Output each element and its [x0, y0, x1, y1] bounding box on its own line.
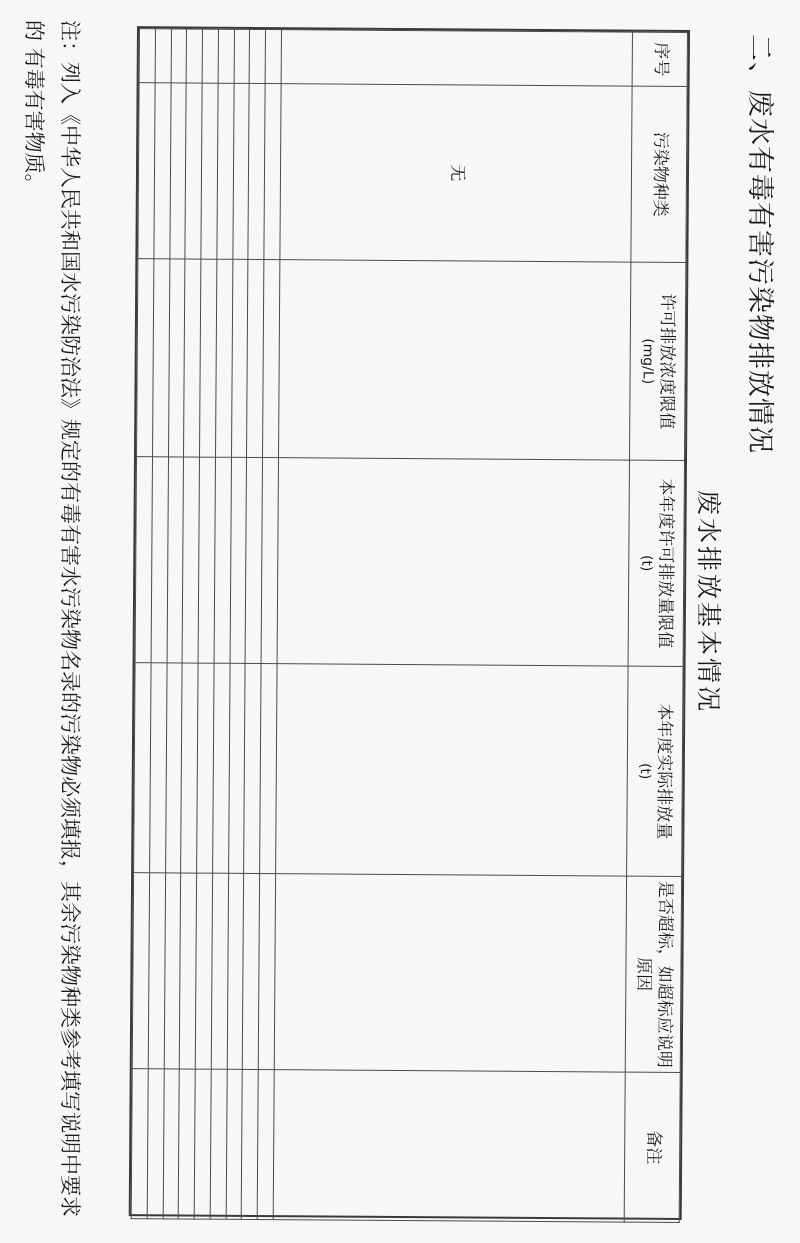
table-cell	[202, 29, 218, 83]
table-cell	[242, 1069, 259, 1219]
table-cell	[246, 457, 263, 663]
table-cell	[131, 1069, 148, 1219]
table-cell	[187, 29, 203, 83]
table-cell	[180, 873, 197, 1069]
table-cell	[134, 663, 151, 873]
table-cell	[181, 663, 198, 873]
table-cell	[138, 83, 155, 259]
table-cell	[215, 259, 232, 457]
header-exceed-reason: 是否超标，如超标应说明原因	[625, 876, 681, 1072]
table-cell	[152, 259, 169, 457]
table-cell	[281, 30, 632, 86]
table-row	[273, 30, 632, 1222]
table-cell	[227, 873, 244, 1069]
table-cell	[276, 664, 628, 876]
table-cell	[179, 1069, 196, 1219]
table-cell	[155, 29, 171, 83]
header-pollutant-type: 污染物种类	[631, 86, 687, 262]
table-cell	[194, 1069, 211, 1219]
wastewater-table	[129, 26, 690, 1220]
table-cell	[243, 873, 260, 1069]
table-cell	[135, 457, 152, 663]
table-cell	[147, 1069, 164, 1219]
table-cell	[265, 30, 281, 84]
table-cell	[231, 259, 248, 457]
header-actual-amount: 本年度实际排放量 (t)	[627, 666, 683, 876]
table-cell	[210, 1069, 227, 1219]
table-cell	[264, 84, 281, 260]
table-cell	[171, 29, 187, 83]
section-heading: 二、废水有毒有害污染物排放情况	[744, 34, 775, 454]
table-cell	[148, 873, 165, 1069]
footnote: 注：列入《中华人民共和国水污染防治法》规定的有毒有害水污染物名录的污染物必须填报，其余污染物种类参考填写说明中要求的 有毒有害物质。	[22, 20, 82, 1217]
table-header-row	[624, 32, 687, 1222]
table-cell	[247, 259, 264, 457]
header-remarks: 备注	[624, 1072, 680, 1222]
pollutant-cell: 无	[280, 84, 632, 262]
table-cell	[198, 457, 215, 663]
table-cell	[154, 83, 171, 259]
table-cell	[230, 457, 247, 663]
header-index: 序号	[632, 32, 687, 86]
table-cell	[228, 663, 245, 873]
table-cell	[258, 874, 275, 1070]
table-cell	[185, 83, 202, 259]
table-cell	[200, 259, 217, 457]
header-permit-concentration: 许可排放浓度限值 (mg/L)	[629, 262, 685, 460]
table-cell	[149, 663, 166, 873]
table-cell	[218, 29, 234, 83]
table-cell	[257, 1070, 274, 1220]
table-cell	[151, 457, 168, 663]
table-cell	[168, 259, 185, 457]
table-cell	[139, 29, 155, 83]
table-title: 废水排放基本情况	[694, 490, 723, 715]
table-cell	[277, 458, 629, 666]
table-cell	[273, 1070, 625, 1222]
table-cell	[274, 874, 626, 1072]
header-permit-amount: 本年度许可排放量限值 (t)	[628, 460, 684, 666]
table-cell	[132, 873, 149, 1069]
table-cell	[201, 83, 218, 259]
table-cell	[234, 29, 250, 83]
table-cell	[226, 1069, 243, 1219]
table-cell	[184, 259, 201, 457]
table-cell	[170, 83, 187, 259]
table-cell	[217, 83, 234, 259]
table-cell	[167, 457, 184, 663]
table-cell	[248, 83, 265, 259]
table-cell	[137, 259, 154, 457]
table-cell	[195, 873, 212, 1069]
table-cell	[163, 1069, 180, 1219]
table-cell	[164, 873, 181, 1069]
table-cell	[250, 29, 266, 83]
table-cell	[263, 260, 280, 458]
table-cell	[197, 663, 214, 873]
table-cell	[244, 663, 261, 873]
table-cell	[211, 873, 228, 1069]
table-cell	[278, 260, 630, 460]
table-cell	[260, 664, 277, 874]
table-cell	[213, 663, 230, 873]
table-cell	[182, 457, 199, 663]
table-cell	[233, 83, 250, 259]
table-cell	[261, 458, 278, 664]
table-cell	[165, 663, 182, 873]
table-cell	[214, 457, 231, 663]
